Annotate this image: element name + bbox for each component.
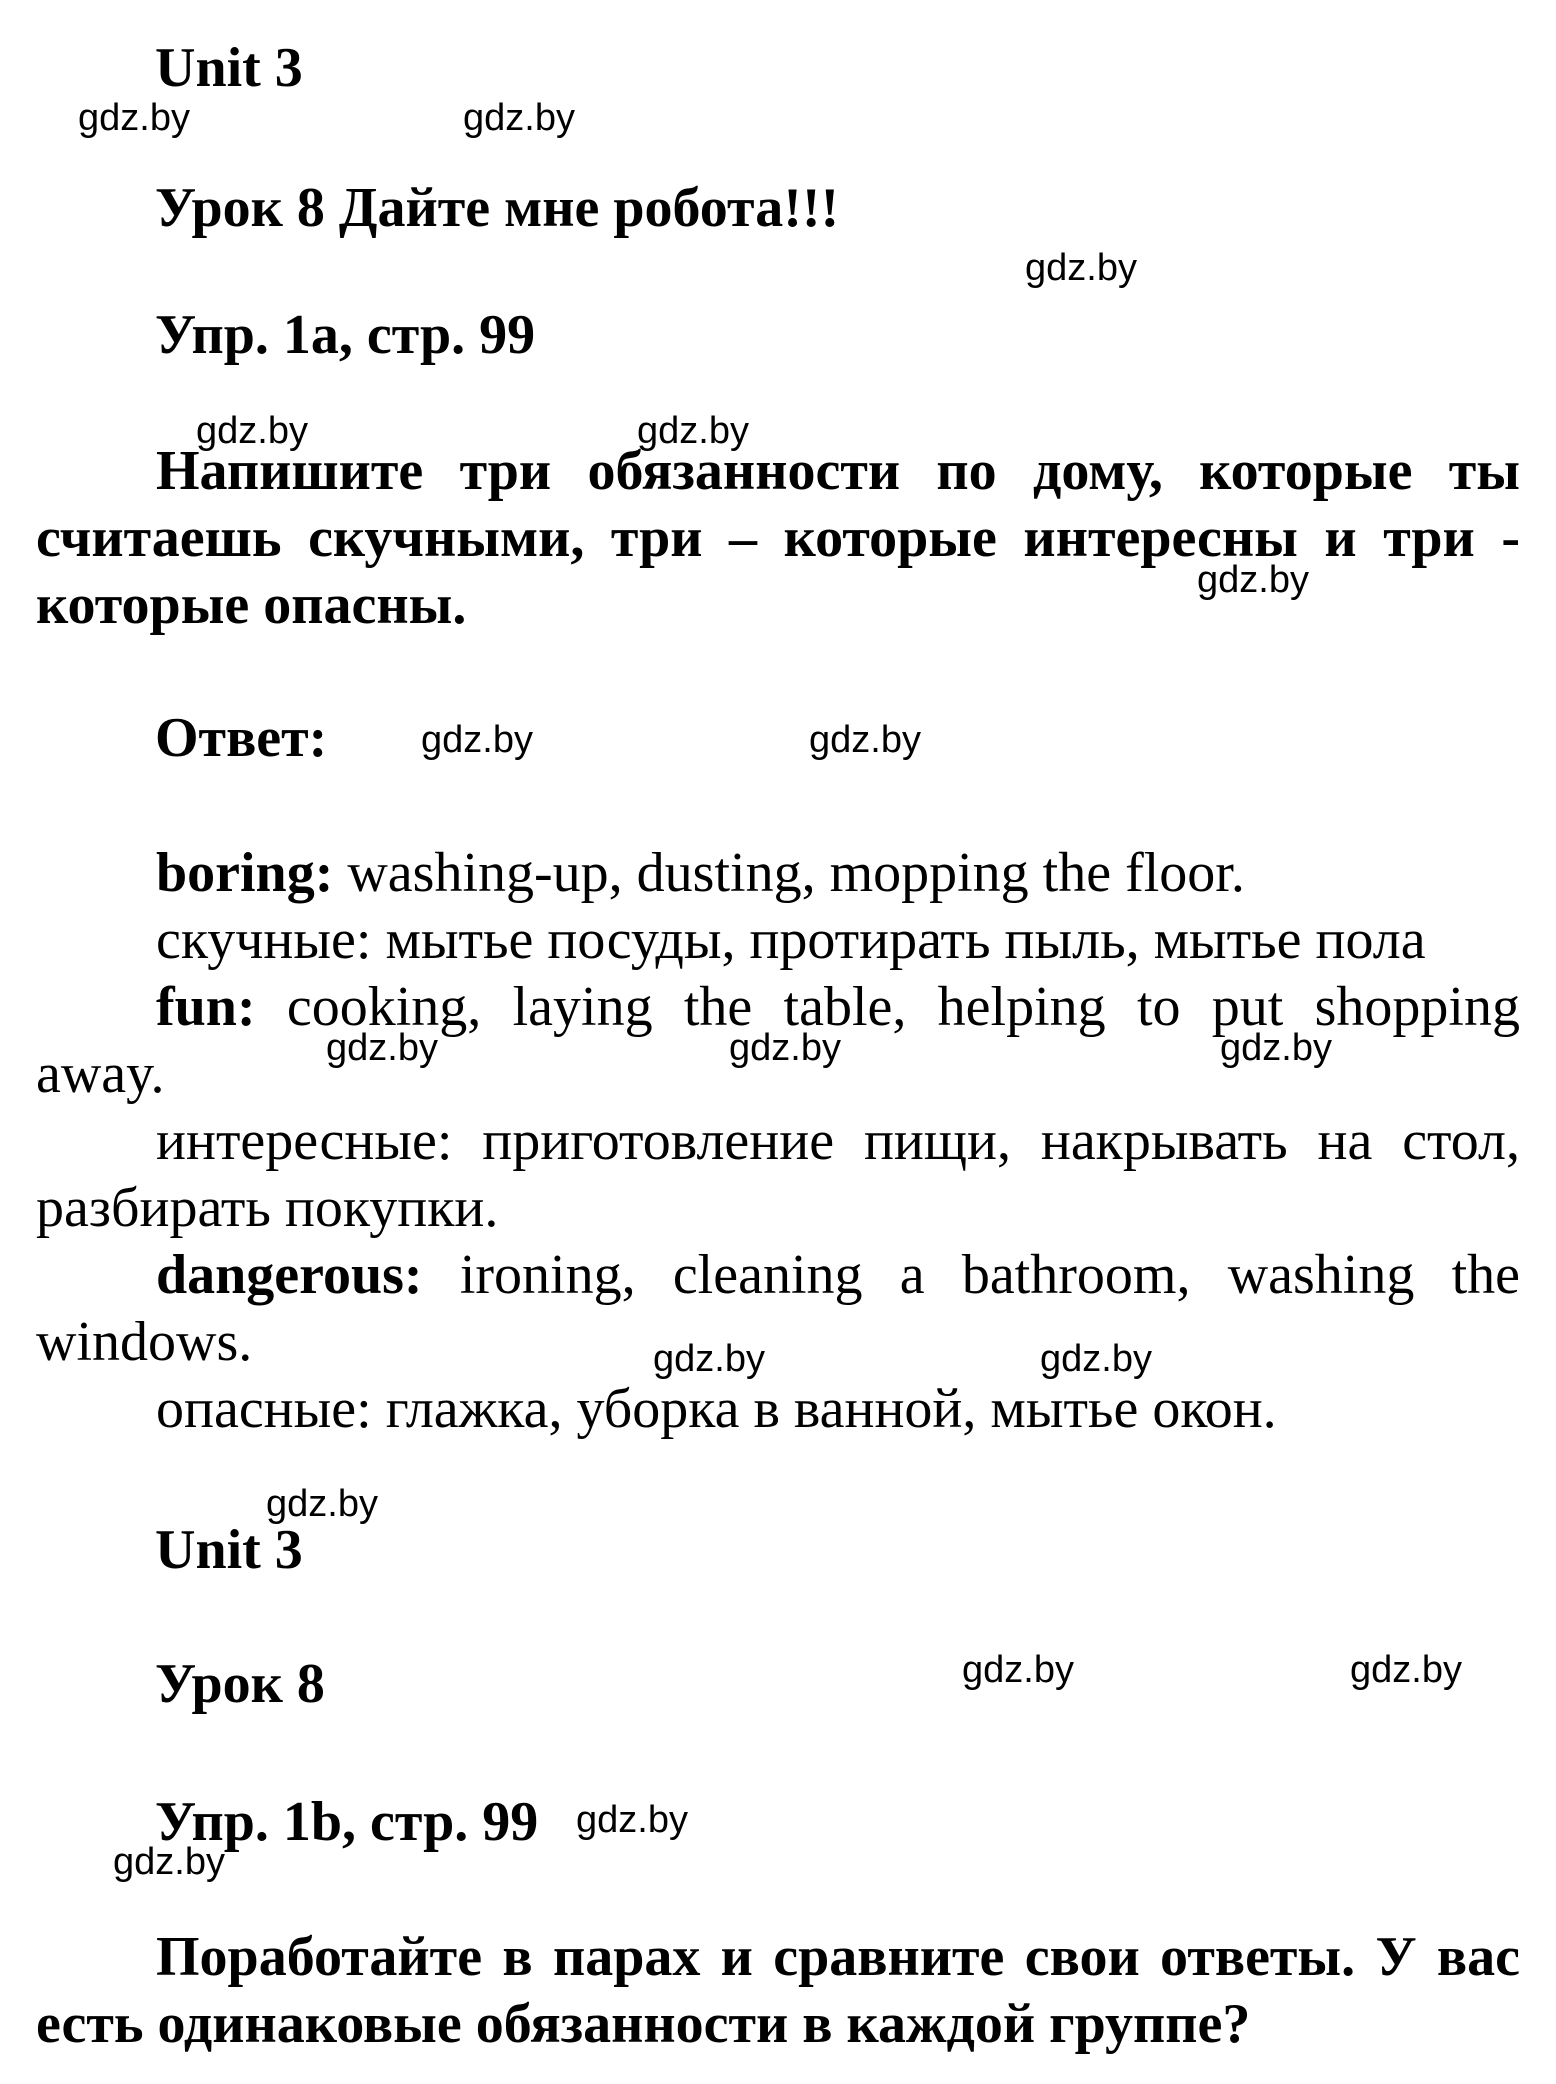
- answer-text-fun: cooking, laying the table, helping to put shopping away.: [36, 976, 1520, 1105]
- answer-text-boring-ru: скучные: мытье посуды, протирать пыль, мытье пола: [156, 909, 1426, 971]
- watermark: gdz.by: [729, 1027, 841, 1069]
- unit-heading: Unit 3: [155, 37, 303, 99]
- lesson-heading: Урок 8 Дайте мне робота!!!: [155, 177, 840, 239]
- watermark: gdz.by: [962, 1649, 1074, 1691]
- watermark: gdz.by: [196, 410, 308, 452]
- answer-label: Ответ:: [155, 707, 328, 769]
- watermark: gdz.by: [326, 1027, 438, 1069]
- watermark: gdz.by: [266, 1483, 378, 1525]
- watermark: gdz.by: [1025, 247, 1137, 289]
- answer-fun-ru: [36, 1108, 1520, 1242]
- task-text-2: Поработайте в парах и сравните свои ответы. У вас есть одинаковые обязанности в каждой группе?: [36, 1926, 1520, 2055]
- unit-heading-2: Unit 3: [155, 1519, 303, 1581]
- answer-dangerous-ru: [36, 1376, 1520, 1443]
- watermark: gdz.by: [653, 1338, 765, 1380]
- answer-text-fun-ru: интересные: приготовление пищи, накрывать на стол, разбирать покупки.: [36, 1110, 1520, 1239]
- watermark: gdz.by: [809, 719, 921, 761]
- answer-text-boring: washing-up, dusting, mopping the floor.: [333, 842, 1245, 904]
- answer-label-dangerous: dangerous:: [156, 1244, 423, 1306]
- answer-dangerous-en: [36, 1242, 1520, 1376]
- answer-label-fun: fun:: [156, 976, 256, 1038]
- answer-text-dangerous: ironing, cleaning a bathroom, washing the windows.: [36, 1244, 1520, 1373]
- watermark: gdz.by: [637, 410, 749, 452]
- watermark: gdz.by: [576, 1799, 688, 1841]
- answer-boring-ru: [36, 907, 1520, 974]
- lesson-heading-2: Урок 8: [155, 1653, 325, 1715]
- watermark: gdz.by: [1040, 1338, 1152, 1380]
- answer-text-dangerous-ru: опасные: глажка, уборка в ванной, мытье окон.: [156, 1378, 1277, 1440]
- exercise-heading: Упр. 1a, стр. 99: [155, 304, 536, 366]
- watermark: gdz.by: [1197, 559, 1309, 601]
- watermark: gdz.by: [463, 97, 575, 139]
- watermark: gdz.by: [1350, 1649, 1462, 1691]
- answer-label-boring: boring:: [156, 842, 334, 904]
- answer-boring-en: [36, 840, 1520, 907]
- task-text: Напишите три обязанности по дому, которые ты считаешь скучными, три – которые интересны и три - которые опасны.: [36, 440, 1520, 636]
- watermark: gdz.by: [113, 1841, 225, 1883]
- exercise-heading-2: Упр. 1b, стр. 99: [155, 1791, 539, 1853]
- watermark: gdz.by: [421, 719, 533, 761]
- watermark: gdz.by: [78, 97, 190, 139]
- watermark: gdz.by: [1220, 1027, 1332, 1069]
